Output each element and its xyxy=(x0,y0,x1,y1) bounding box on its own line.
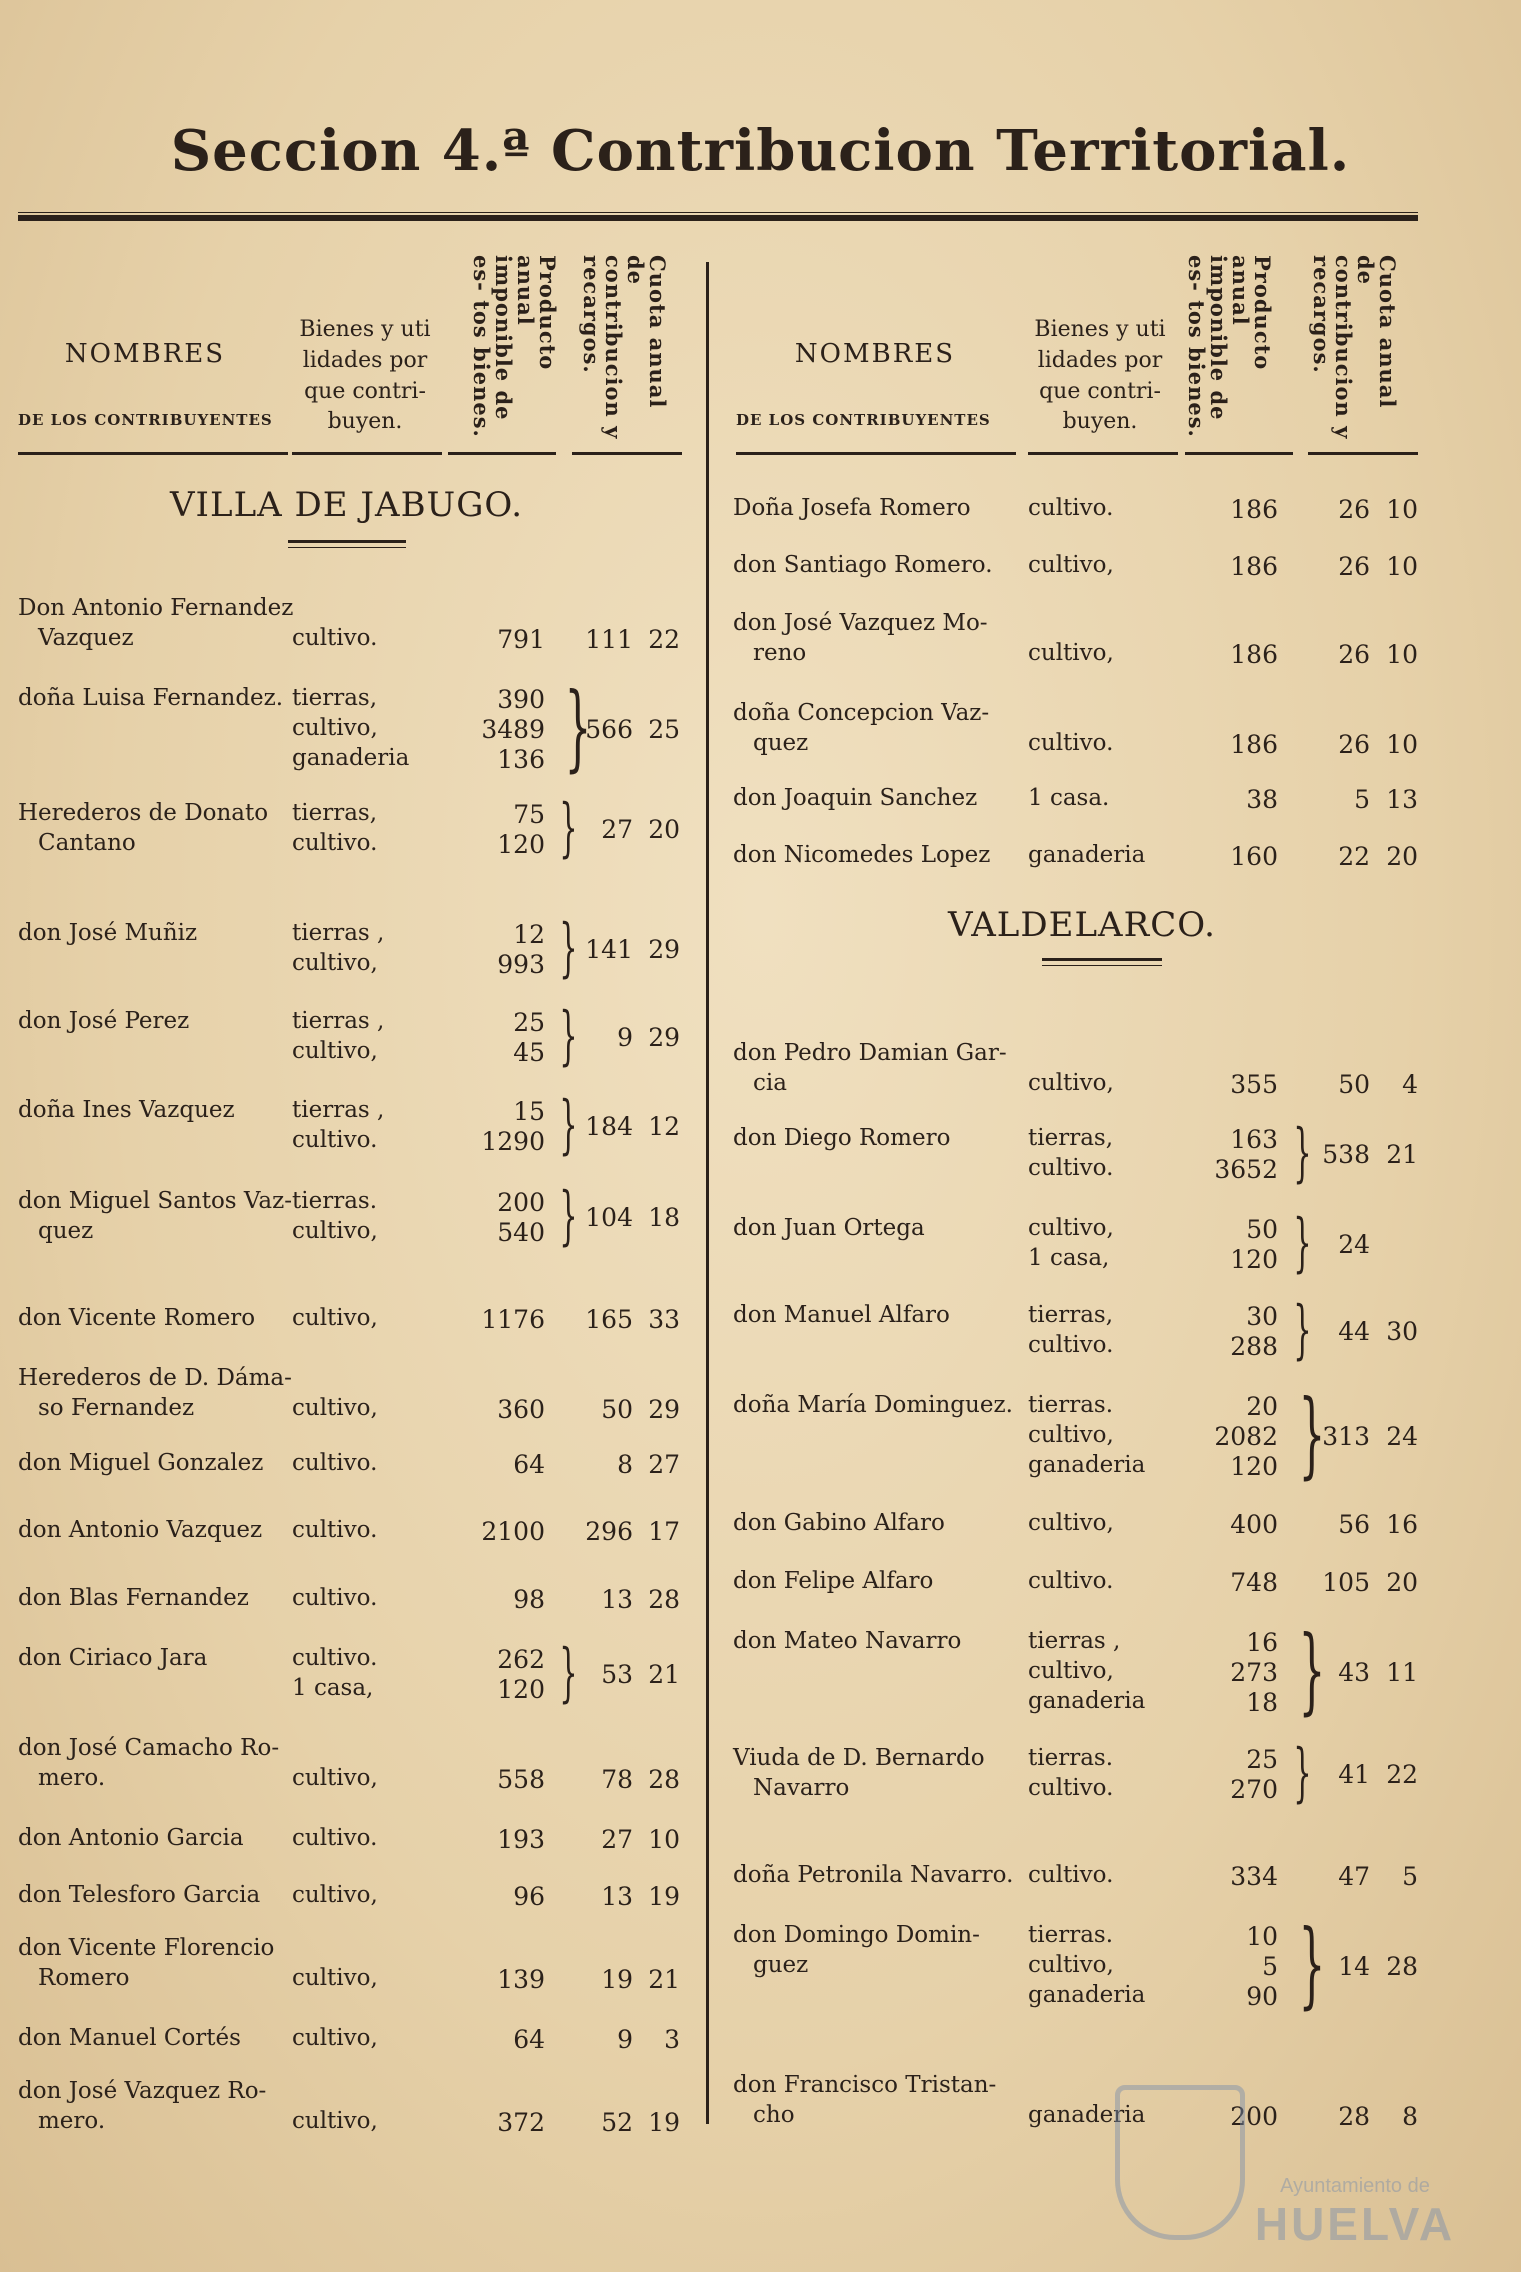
brace-mark: } xyxy=(559,999,578,1073)
recargo-value: 28 xyxy=(1386,1952,1418,1981)
recargo-value: 13 xyxy=(1386,785,1418,814)
brace-mark: } xyxy=(1298,1616,1326,1725)
header-rule xyxy=(1028,452,1178,455)
bienes-item: cultivo. xyxy=(292,1127,378,1153)
contributor-name: don José Muñiz xyxy=(18,920,198,946)
cuota-value: 184 xyxy=(585,1112,633,1141)
watermark-stamp xyxy=(1115,2085,1456,2250)
header-rule xyxy=(572,452,682,455)
producto-value: 10 xyxy=(1246,1922,1278,1951)
bienes-item: cultivo. xyxy=(1028,1155,1114,1181)
producto-value: 30 xyxy=(1246,1302,1278,1331)
page-title: Seccion 4.ª Contribucion Territorial. xyxy=(170,118,1351,184)
town-heading-valdelarco: VALDELARCO. xyxy=(948,905,1216,945)
bienes-item: cultivo. xyxy=(292,1585,378,1611)
recargo-value: 24 xyxy=(1386,1422,1418,1451)
brace-mark: } xyxy=(1293,1116,1312,1190)
brace-mark: } xyxy=(1298,1380,1326,1489)
producto-value: 120 xyxy=(497,830,545,859)
bienes-item: tierras , xyxy=(292,920,385,946)
bienes-item: tierras , xyxy=(292,1008,385,1034)
cuota-value: 78 xyxy=(601,1765,633,1794)
cuota-value: 52 xyxy=(601,2108,633,2137)
header-rule xyxy=(1185,452,1293,455)
producto-value: 193 xyxy=(497,1825,545,1854)
contributor-name: don Francisco Tristan- xyxy=(733,2072,997,2098)
contributor-name: don Santiago Romero. xyxy=(733,552,993,578)
town-heading-jabugo: VILLA DE JABUGO. xyxy=(170,485,524,525)
bienes-item: cultivo. xyxy=(292,1450,378,1476)
header-names-sub-left: DE LOS CONTRIBUYENTES xyxy=(18,411,273,429)
contributor-name-cont: cia xyxy=(753,1070,787,1096)
contributor-name: doña Ines Vazquez xyxy=(18,1097,235,1123)
bienes-item: cultivo, xyxy=(1028,1658,1114,1684)
bienes-item: ganaderia xyxy=(1028,1452,1146,1478)
producto-value: 18 xyxy=(1246,1688,1278,1717)
bienes-item: cultivo. xyxy=(292,1825,378,1851)
recargo-value: 20 xyxy=(648,815,680,844)
contributor-name-cont: quez xyxy=(38,1218,94,1244)
contributor-name: don Manuel Cortés xyxy=(18,2025,241,2051)
town-rule xyxy=(288,547,406,548)
producto-value: 50 xyxy=(1246,1215,1278,1244)
header-rule xyxy=(736,452,1016,455)
contributor-name-cont: guez xyxy=(753,1952,809,1978)
bienes-item: cultivo, xyxy=(1028,1070,1114,1096)
bienes-item: cultivo, xyxy=(1028,640,1114,666)
bienes-item: cultivo, xyxy=(292,950,378,976)
recargo-value: 10 xyxy=(1386,730,1418,759)
town-rule xyxy=(288,540,406,543)
contributor-name: don Ciriaco Jara xyxy=(18,1645,208,1671)
recargo-value: 8 xyxy=(1402,2102,1418,2131)
cuota-value: 27 xyxy=(601,815,633,844)
producto-value: 748 xyxy=(1230,1568,1278,1597)
cuota-value: 13 xyxy=(601,1882,633,1911)
producto-value: 200 xyxy=(497,1188,545,1217)
brace-mark: } xyxy=(1293,1736,1312,1810)
bienes-item: cultivo. xyxy=(1028,1775,1114,1801)
bienes-item: ganaderia xyxy=(1028,1982,1146,2008)
producto-value: 186 xyxy=(1230,495,1278,524)
bienes-item: tierras, xyxy=(292,685,378,711)
contributor-name: don Pedro Damian Gar- xyxy=(733,1040,1007,1066)
recargo-value: 20 xyxy=(1386,842,1418,871)
producto-value: 355 xyxy=(1230,1070,1278,1099)
cuota-value: 53 xyxy=(601,1660,633,1689)
bienes-item: cultivo, xyxy=(292,1038,378,1064)
bienes-item: tierras, xyxy=(292,800,378,826)
bienes-item: cultivo, xyxy=(292,715,378,741)
producto-value: 45 xyxy=(513,1038,545,1067)
title-rule-thin xyxy=(18,212,1418,213)
producto-value: 400 xyxy=(1230,1510,1278,1539)
brace-mark: } xyxy=(1298,1910,1326,2019)
stamp-line2: HUELVA xyxy=(1254,2198,1456,2250)
producto-value: 2100 xyxy=(481,1517,545,1546)
recargo-value: 16 xyxy=(1386,1510,1418,1539)
contributor-name: don Joaquin Sanchez xyxy=(733,785,978,811)
contributor-name: don Manuel Alfaro xyxy=(733,1302,950,1328)
cuota-value: 22 xyxy=(1338,842,1370,871)
brace-mark: } xyxy=(559,1636,578,1710)
recargo-value: 21 xyxy=(648,1965,680,1994)
producto-value: 2082 xyxy=(1214,1422,1278,1451)
bienes-item: cultivo, xyxy=(292,1965,378,1991)
producto-value: 96 xyxy=(513,1882,545,1911)
contributor-name: don Juan Ortega xyxy=(733,1215,925,1241)
bienes-item: cultivo, xyxy=(1028,1510,1114,1536)
contributor-name: don Gabino Alfaro xyxy=(733,1510,945,1536)
contributor-name: don Vicente Florencio xyxy=(18,1935,275,1961)
contributor-name-cont: Vazquez xyxy=(38,625,134,651)
contributor-name-cont: quez xyxy=(753,730,809,756)
producto-value: 540 xyxy=(497,1218,545,1247)
producto-value: 38 xyxy=(1246,785,1278,814)
producto-value: 16 xyxy=(1246,1628,1278,1657)
producto-value: 160 xyxy=(1230,842,1278,871)
producto-value: 390 xyxy=(497,685,545,714)
cuota-value: 50 xyxy=(1338,1070,1370,1099)
cuota-value: 26 xyxy=(1338,730,1370,759)
cuota-value: 19 xyxy=(601,1965,633,1994)
producto-value: 791 xyxy=(497,625,545,654)
brace-mark: } xyxy=(564,673,592,782)
recargo-value: 21 xyxy=(1386,1140,1418,1169)
stamp-line1: Ayuntamiento de xyxy=(1280,2175,1430,2197)
cuota-value: 24 xyxy=(1338,1230,1370,1259)
bienes-item: ganaderia xyxy=(1028,1688,1146,1714)
producto-value: 163 xyxy=(1230,1125,1278,1154)
header-rule xyxy=(18,452,288,455)
recargo-value: 10 xyxy=(1386,495,1418,524)
producto-value: 120 xyxy=(1230,1452,1278,1481)
header-rule xyxy=(1308,452,1418,455)
recargo-value: 19 xyxy=(648,2108,680,2137)
cuota-value: 9 xyxy=(617,1023,633,1052)
contributor-name: doña María Dominguez. xyxy=(733,1392,1013,1418)
producto-value: 98 xyxy=(513,1585,545,1614)
header-names-left: NOMBRES xyxy=(64,339,226,369)
contributor-name-cont: Navarro xyxy=(753,1775,850,1801)
producto-value: 136 xyxy=(497,745,545,774)
bienes-item: cultivo. xyxy=(1028,1568,1114,1594)
bienes-item: tierras , xyxy=(292,1097,385,1123)
producto-value: 262 xyxy=(497,1645,545,1674)
contributor-name: don Felipe Alfaro xyxy=(733,1568,934,1594)
recargo-value: 5 xyxy=(1402,1862,1418,1891)
cuota-value: 13 xyxy=(601,1585,633,1614)
producto-value: 25 xyxy=(513,1008,545,1037)
recargo-value: 11 xyxy=(1386,1658,1418,1687)
producto-value: 120 xyxy=(1230,1245,1278,1274)
producto-value: 360 xyxy=(497,1395,545,1424)
producto-value: 1290 xyxy=(481,1127,545,1156)
brace-mark: } xyxy=(1293,1293,1312,1367)
cuota-value: 566 xyxy=(585,715,633,744)
recargo-value: 25 xyxy=(648,715,680,744)
town-rule xyxy=(1042,958,1162,961)
contributor-name: Doña Josefa Romero xyxy=(733,495,971,521)
producto-value: 993 xyxy=(497,950,545,979)
producto-value: 64 xyxy=(513,2025,545,2054)
contributor-name: don José Camacho Ro- xyxy=(18,1735,280,1761)
producto-value: 139 xyxy=(497,1965,545,1994)
header-producto-right: Producto anual imponible de es- tos bienes. xyxy=(1184,255,1276,438)
producto-value: 558 xyxy=(497,1765,545,1794)
contributor-name: Don Antonio Fernandez xyxy=(18,595,294,621)
cuota-value: 5 xyxy=(1354,785,1370,814)
title-rule xyxy=(18,215,1418,221)
cuota-value: 26 xyxy=(1338,495,1370,524)
producto-value: 64 xyxy=(513,1450,545,1479)
producto-value: 3489 xyxy=(481,715,545,744)
bienes-item: ganaderia xyxy=(1028,842,1146,868)
cuota-value: 26 xyxy=(1338,640,1370,669)
bienes-item: tierras. xyxy=(1028,1745,1114,1771)
recargo-value: 28 xyxy=(648,1765,680,1794)
producto-value: 200 xyxy=(1230,2102,1278,2131)
bienes-item: 1 casa. xyxy=(1028,785,1110,811)
recargo-value: 30 xyxy=(1386,1317,1418,1346)
recargo-value: 4 xyxy=(1402,1070,1418,1099)
contributor-name-cont: Cantano xyxy=(38,830,136,856)
brace-mark: } xyxy=(559,1088,578,1162)
bienes-item: cultivo, xyxy=(1028,1422,1114,1448)
bienes-item: cultivo, xyxy=(292,1882,378,1908)
cuota-value: 26 xyxy=(1338,552,1370,581)
cuota-value: 44 xyxy=(1338,1317,1370,1346)
bienes-item: cultivo. xyxy=(1028,1332,1114,1358)
brace-mark: } xyxy=(559,1179,578,1253)
bienes-item: cultivo. xyxy=(1028,730,1114,756)
contributor-name: don Miguel Santos Vaz- xyxy=(18,1188,293,1214)
producto-value: 186 xyxy=(1230,640,1278,669)
recargo-value: 10 xyxy=(1386,640,1418,669)
header-cuota-right: Cuota anual de contribucion y recargos. xyxy=(1309,255,1401,440)
cuota-value: 8 xyxy=(617,1450,633,1479)
recargo-value: 33 xyxy=(648,1305,680,1334)
producto-value: 186 xyxy=(1230,552,1278,581)
brace-mark: } xyxy=(1293,1206,1312,1280)
bienes-item: cultivo. xyxy=(292,830,378,856)
bienes-item: cultivo. xyxy=(1028,495,1114,521)
contributor-name: don Blas Fernandez xyxy=(18,1585,249,1611)
contributor-name: doña Luisa Fernandez. xyxy=(18,685,284,711)
cuota-value: 313 xyxy=(1322,1422,1370,1451)
recargo-value: 20 xyxy=(1386,1568,1418,1597)
contributor-name-cont: so Fernandez xyxy=(38,1395,195,1421)
recargo-value: 22 xyxy=(1386,1760,1418,1789)
contributor-name: don Antonio Vazquez xyxy=(18,1517,263,1543)
producto-value: 372 xyxy=(497,2108,545,2137)
contributor-name: Herederos de D. Dáma- xyxy=(18,1365,292,1391)
header-names-sub-right: DE LOS CONTRIBUYENTES xyxy=(736,411,991,429)
header-producto-left: Producto anual imponible de es- tos bienes. xyxy=(469,255,561,438)
recargo-value: 10 xyxy=(1386,552,1418,581)
recargo-value: 28 xyxy=(648,1585,680,1614)
contributor-name: doña Petronila Navarro. xyxy=(733,1862,1014,1888)
bienes-item: tierras. xyxy=(1028,1922,1114,1948)
cuota-value: 165 xyxy=(585,1305,633,1334)
producto-value: 12 xyxy=(513,920,545,949)
bienes-item: 1 casa, xyxy=(1028,1245,1110,1271)
cuota-value: 104 xyxy=(585,1203,633,1232)
recargo-value: 10 xyxy=(648,1825,680,1854)
producto-value: 120 xyxy=(497,1675,545,1704)
cuota-value: 9 xyxy=(617,2025,633,2054)
recargo-value: 22 xyxy=(648,625,680,654)
bienes-item: tierras, xyxy=(1028,1302,1114,1328)
bienes-item: cultivo, xyxy=(292,1395,378,1421)
cuota-value: 41 xyxy=(1338,1760,1370,1789)
bienes-item: cultivo, xyxy=(292,2025,378,2051)
bienes-item: cultivo. xyxy=(292,1517,378,1543)
bienes-item: ganaderia xyxy=(1028,2102,1146,2128)
column-divider xyxy=(706,262,709,2124)
contributor-name-cont: mero. xyxy=(38,2108,106,2134)
contributor-name-cont: reno xyxy=(753,640,807,666)
contributor-name: don Domingo Domin- xyxy=(733,1922,980,1948)
bienes-item: cultivo, xyxy=(292,1218,378,1244)
cuota-value: 111 xyxy=(585,625,633,654)
contributor-name: Herederos de Donato xyxy=(18,800,269,826)
producto-value: 273 xyxy=(1230,1658,1278,1687)
producto-value: 3652 xyxy=(1214,1155,1278,1184)
bienes-item: tierras , xyxy=(1028,1628,1121,1654)
recargo-value: 29 xyxy=(648,935,680,964)
recargo-value: 3 xyxy=(664,2025,680,2054)
bienes-item: cultivo, xyxy=(292,1765,378,1791)
recargo-value: 12 xyxy=(648,1112,680,1141)
contributor-name: don Mateo Navarro xyxy=(733,1628,962,1654)
contributor-name: don Telesforo Garcia xyxy=(18,1882,261,1908)
contributor-name-cont: mero. xyxy=(38,1765,106,1791)
cuota-value: 14 xyxy=(1338,1952,1370,1981)
recargo-value: 18 xyxy=(648,1203,680,1232)
producto-value: 5 xyxy=(1262,1952,1278,1981)
contributor-name: don José Perez xyxy=(18,1008,190,1034)
brace-mark: } xyxy=(559,791,578,865)
cuota-value: 47 xyxy=(1338,1862,1370,1891)
cuota-value: 56 xyxy=(1338,1510,1370,1539)
header-rule xyxy=(448,452,556,455)
brace-mark: } xyxy=(559,911,578,985)
contributor-name: don José Vazquez Mo- xyxy=(733,610,988,636)
header-bienes-right: Bienes y uti lidades por que contri- buyen. xyxy=(1034,317,1166,435)
bienes-item: cultivo, xyxy=(292,2108,378,2134)
bienes-item: cultivo. xyxy=(292,1645,378,1671)
producto-value: 186 xyxy=(1230,730,1278,759)
bienes-item: cultivo, xyxy=(292,1305,378,1331)
bienes-item: 1 casa, xyxy=(292,1675,374,1701)
cuota-value: 28 xyxy=(1338,2102,1370,2131)
producto-value: 25 xyxy=(1246,1745,1278,1774)
producto-value: 270 xyxy=(1230,1775,1278,1804)
producto-value: 20 xyxy=(1246,1392,1278,1421)
producto-value: 75 xyxy=(513,800,545,829)
bienes-item: cultivo. xyxy=(1028,1862,1114,1888)
cuota-value: 538 xyxy=(1322,1140,1370,1169)
bienes-item: cultivo, xyxy=(1028,1215,1114,1241)
cuota-value: 296 xyxy=(585,1517,633,1546)
producto-value: 15 xyxy=(513,1097,545,1126)
bienes-item: tierras. xyxy=(292,1188,378,1214)
contributor-name: don Antonio Garcia xyxy=(18,1825,244,1851)
contributor-name: don José Vazquez Ro- xyxy=(18,2078,267,2104)
cuota-value: 141 xyxy=(585,935,633,964)
header-cuota-left: Cuota anual de contribucion y recargos. xyxy=(579,255,671,440)
cuota-value: 50 xyxy=(601,1395,633,1424)
recargo-value: 27 xyxy=(648,1450,680,1479)
producto-value: 1176 xyxy=(481,1305,545,1334)
cuota-value: 43 xyxy=(1338,1658,1370,1687)
cuota-value: 27 xyxy=(601,1825,633,1854)
recargo-value: 21 xyxy=(648,1660,680,1689)
recargo-value: 29 xyxy=(648,1023,680,1052)
contributor-name-cont: cho xyxy=(753,2102,795,2128)
recargo-value: 19 xyxy=(648,1882,680,1911)
header-rule xyxy=(292,452,442,455)
producto-value: 288 xyxy=(1230,1332,1278,1361)
producto-value: 334 xyxy=(1230,1862,1278,1891)
coat-of-arms-icon xyxy=(1115,2085,1245,2240)
contributor-name: don Nicomedes Lopez xyxy=(733,842,991,868)
recargo-value: 29 xyxy=(648,1395,680,1424)
contributor-name: Viuda de D. Bernardo xyxy=(733,1745,985,1771)
contributor-name: don Miguel Gonzalez xyxy=(18,1450,264,1476)
header-names-right: NOMBRES xyxy=(794,339,956,369)
producto-value: 90 xyxy=(1246,1982,1278,2011)
contributor-name-cont: Romero xyxy=(38,1965,130,1991)
contributor-name: doña Concepcion Vaz- xyxy=(733,700,990,726)
header-bienes-left: Bienes y uti lidades por que contri- buyen. xyxy=(299,317,431,435)
bienes-item: tierras. xyxy=(1028,1392,1114,1418)
bienes-item: tierras, xyxy=(1028,1125,1114,1151)
contributor-name: don Vicente Romero xyxy=(18,1305,256,1331)
town-rule xyxy=(1042,965,1162,966)
bienes-item: ganaderia xyxy=(292,745,410,771)
bienes-item: cultivo, xyxy=(1028,552,1114,578)
bienes-item: cultivo, xyxy=(1028,1952,1114,1978)
cuota-value: 105 xyxy=(1322,1568,1370,1597)
recargo-value: 17 xyxy=(648,1517,680,1546)
bienes-item: cultivo. xyxy=(292,625,378,651)
contributor-name: don Diego Romero xyxy=(733,1125,951,1151)
